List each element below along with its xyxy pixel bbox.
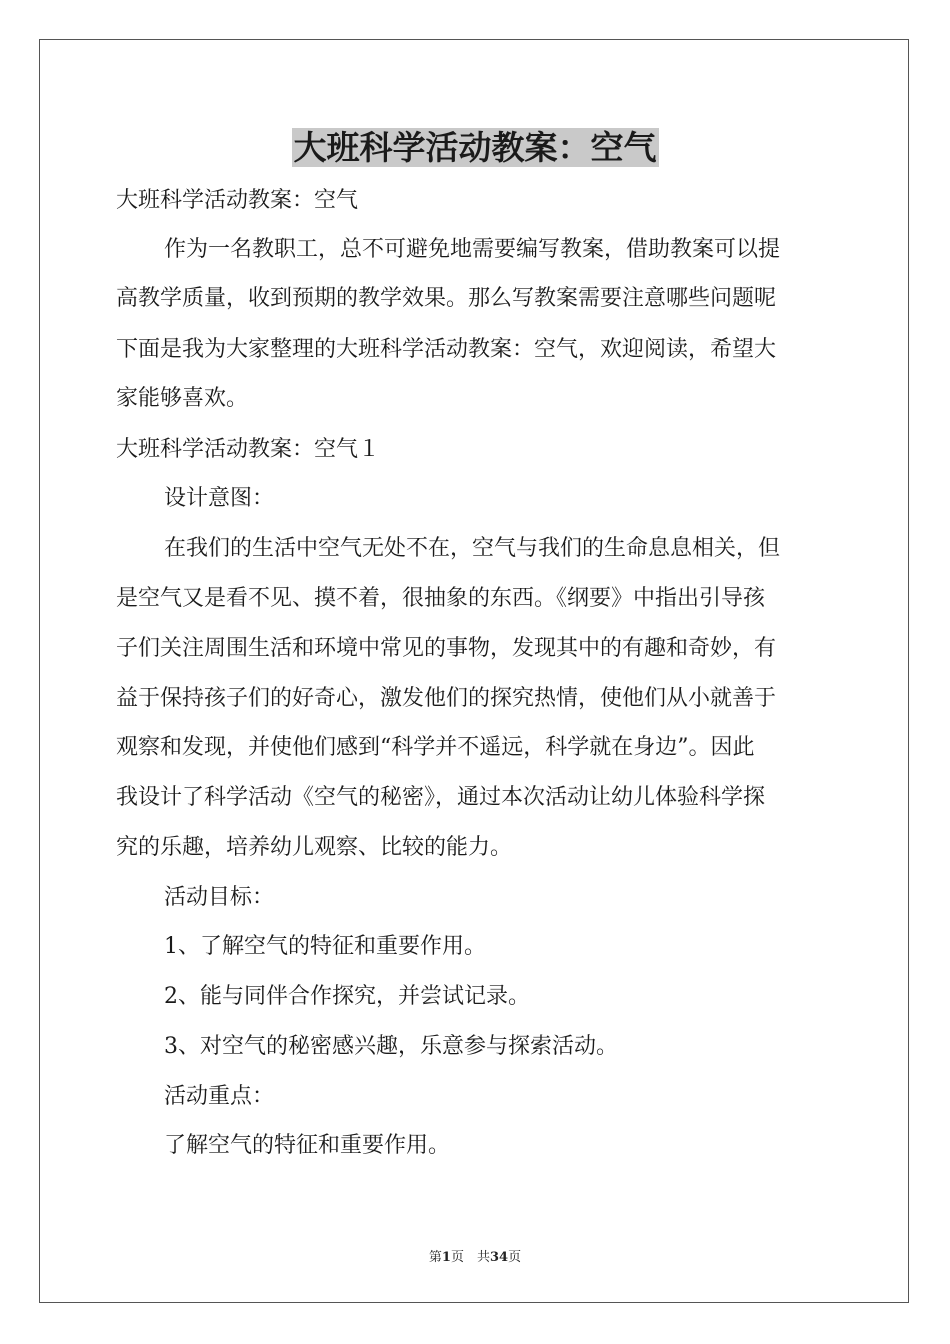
paragraph-line: 高教学质量，收到预期的教学效果。那么写教案需要注意哪些问题呢 bbox=[116, 286, 777, 311]
paragraph-line: 是空气又是看不见、摸不着，很抽象的东西。《纲要》中指出引导孩 bbox=[116, 586, 766, 611]
paragraph-line: 了解空气的特征和重要作用。 bbox=[164, 1133, 451, 1158]
page-footer bbox=[0, 1249, 950, 1267]
page-number-mid: 页 共 bbox=[450, 1250, 490, 1265]
paragraph-line: 子们关注周围生活和环境中常见的事物，发现其中的有趣和奇妙，有 bbox=[116, 636, 777, 661]
list-item: 3、对空气的秘密感兴趣，乐意参与探索活动。 bbox=[164, 1034, 618, 1059]
page-number-total: 34 bbox=[489, 1250, 509, 1265]
document-title bbox=[0, 126, 950, 170]
section-label: 活动重点： bbox=[164, 1084, 275, 1109]
paragraph-line: 作为一名教职工，总不可避免地需要编写教案，借助教案可以提 bbox=[164, 237, 781, 262]
paragraph-line: 益于保持孩子们的好奇心，激发他们的探究热情，使他们从小就善于 bbox=[116, 686, 777, 711]
paragraph-line: 我设计了科学活动《空气的秘密》，通过本次活动让幼儿体验科学探 bbox=[116, 785, 766, 810]
page-number-suffix: 页 bbox=[508, 1250, 522, 1265]
paragraph-line: 究的乐趣，培养幼儿观察、比较的能力。 bbox=[116, 835, 513, 860]
paragraph-line: 下面是我为大家整理的大班科学活动教案：空气，欢迎阅读，希望大 bbox=[116, 337, 777, 362]
page-border bbox=[39, 39, 909, 1303]
paragraph-line: 在我们的生活中空气无处不在，空气与我们的生命息息相关，但 bbox=[164, 536, 781, 561]
list-item: 2、能与同伴合作探究，并尝试记录。 bbox=[164, 984, 530, 1009]
paragraph-line: 家能够喜欢。 bbox=[116, 386, 249, 411]
page-number-current: 1 bbox=[441, 1250, 451, 1265]
section-heading: 大班科学活动教案：空气１ bbox=[116, 437, 381, 462]
document-title-text: 大班科学活动教案：空气 bbox=[293, 128, 657, 167]
paragraph-line: 观察和发现，并使他们感到“科学并不遥远，科学就在身边”。因此 bbox=[116, 735, 755, 760]
section-label: 设计意图： bbox=[164, 486, 275, 511]
subtitle-line: 大班科学活动教案：空气 bbox=[116, 188, 359, 213]
section-label: 活动目标： bbox=[164, 885, 275, 910]
list-item: 1、了解空气的特征和重要作用。 bbox=[164, 934, 486, 959]
page-number-prefix: 第 bbox=[428, 1250, 442, 1265]
